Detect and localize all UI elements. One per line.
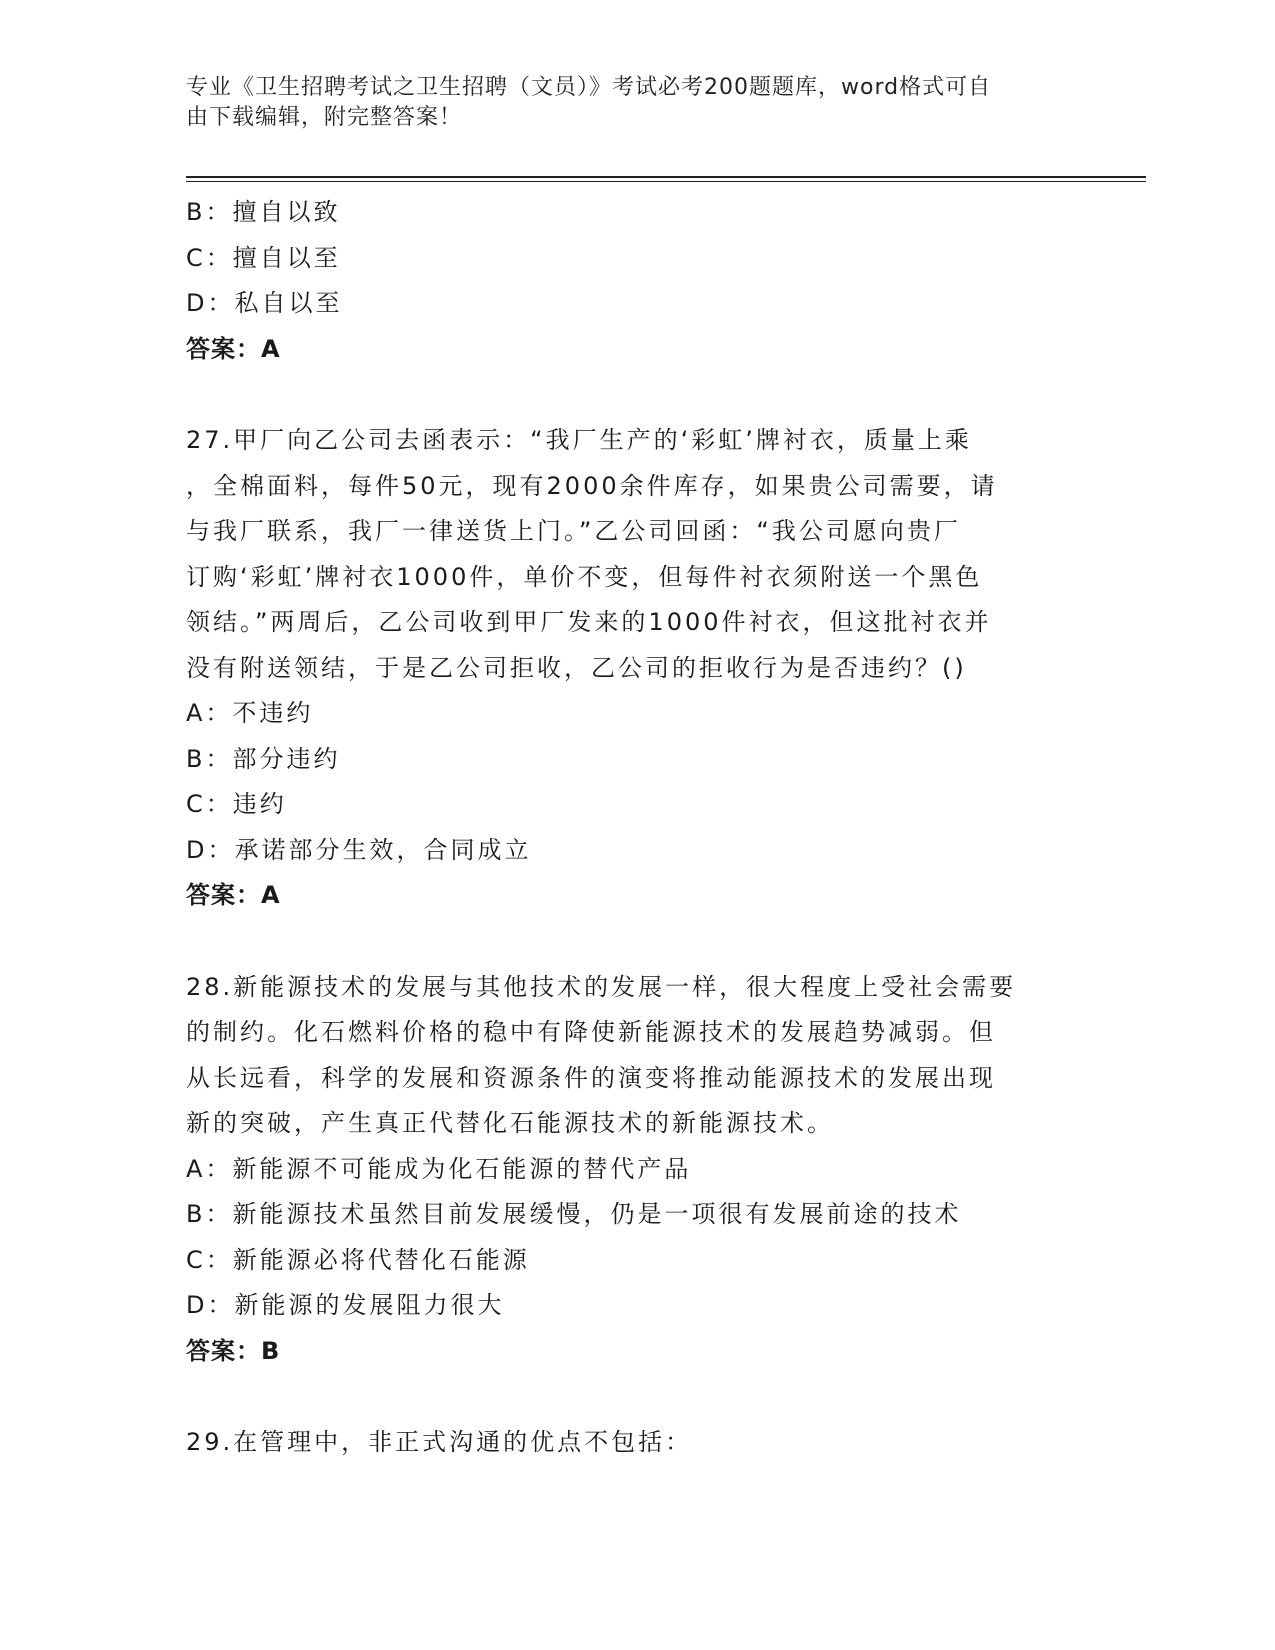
option-b: B：新能源技术虽然目前发展缓慢，仍是一项很有发展前途的技术 [186, 1200, 962, 1228]
question-text-line: 的制约。化石燃料价格的稳中有降使新能源技术的发展趋势减弱。但 [186, 1018, 996, 1046]
question-27 [186, 418, 1066, 919]
option-c: C：新能源必将代替化石能源 [186, 1245, 530, 1274]
answer-line: 答案：B [186, 1336, 281, 1365]
question-29 [186, 1420, 1066, 1466]
option-b: B：擅自以致 [186, 198, 341, 226]
question-28 [186, 965, 1066, 1375]
option-a: A：新能源不可能成为化石能源的替代产品 [186, 1154, 692, 1183]
option-d: D：新能源的发展阻力很大 [186, 1291, 505, 1319]
question-text-line: 28.新能源技术的发展与其他技术的发展一样，很大程度上受社会需要 [186, 972, 1017, 1001]
question-text-line: 29.在管理中，非正式沟通的优点不包括： [186, 1428, 693, 1456]
header-line-2: 由下载编辑，附完整答案！ [186, 105, 463, 130]
question-text-line: 从长远看，科学的发展和资源条件的演变将推动能源技术的发展出现 [186, 1063, 996, 1092]
answer-line: 答案：A [186, 334, 281, 363]
spacer [186, 372, 1066, 418]
option-d: D：承诺部分生效，合同成立 [186, 835, 532, 864]
question-content [186, 190, 1066, 1466]
header-rule-thick [186, 176, 1146, 178]
question-text-line: 订购‘彩虹’牌衬衣1000件，单价不变，但每件衬衣须附送一个黑色 [186, 562, 983, 591]
spacer [186, 919, 1066, 965]
question-text-line: 与我厂联系，我厂一律送货上门。”乙公司回函：“我公司愿向贵厂 [186, 517, 961, 545]
question-text-line: 领结。”两周后，乙公司收到甲厂发来的1000件衬衣，但这批衬衣并 [186, 608, 992, 636]
question-26-tail [186, 190, 1066, 372]
question-text-line: 新的突破，产生真正代替化石能源技术的新能源技术。 [186, 1109, 834, 1137]
option-d: D：私自以至 [186, 289, 343, 317]
option-c: C：擅自以至 [186, 243, 341, 272]
question-text-line: 27.甲厂向乙公司去函表示：“我厂生产的‘彩虹’牌衬衣，质量上乘 [186, 426, 972, 454]
option-c: C：违约 [186, 790, 287, 818]
page-header [186, 73, 1066, 133]
question-text-line: 没有附送领结，于是乙公司拒收，乙公司的拒收行为是否违约？() [186, 653, 967, 682]
answer-line: 答案：A [186, 881, 281, 909]
question-text-line: ，全棉面料，每件50元，现有2000余件库存，如果贵公司需要，请 [186, 471, 998, 500]
option-b: B：部分违约 [186, 744, 341, 773]
spacer [186, 1374, 1066, 1420]
header-line-1: 专业《卫生招聘考试之卫生招聘（文员）》考试必考200题题库，word格式可自 [186, 75, 992, 100]
header-rule-thin [186, 181, 1146, 182]
option-a: A：不违约 [186, 699, 314, 727]
